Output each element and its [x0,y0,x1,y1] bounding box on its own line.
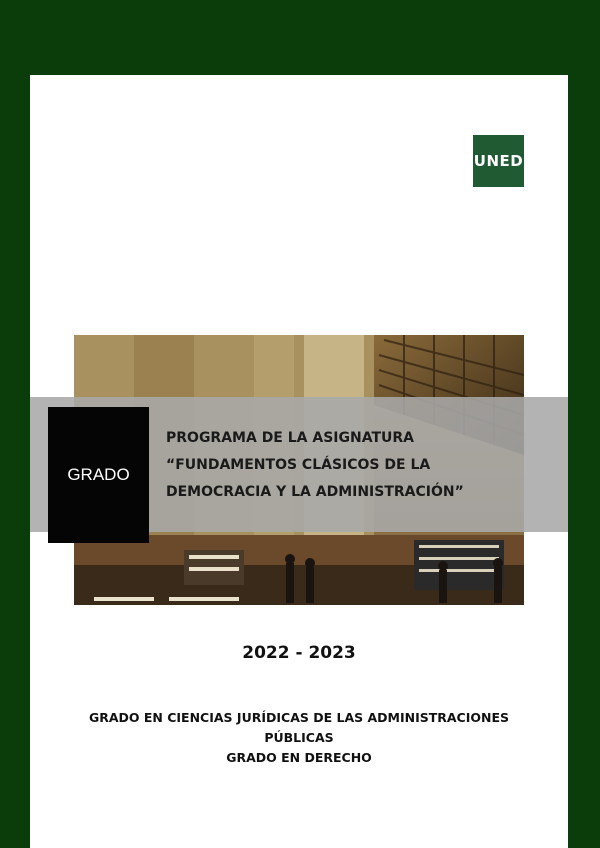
uned-logo [473,135,524,187]
course-title [166,425,526,506]
degree-line-3: GRADO EN DERECHO [226,750,372,765]
badge-label: GRADO [67,465,130,484]
grado-badge [48,407,149,543]
academic-year: 2022 - 2023 [242,643,356,663]
degree-line-1: GRADO EN CIENCIAS JURÍDICAS DE LAS ADMINISTRACIONES [88,710,510,725]
degree-list [30,708,568,768]
title-line-3: DEMOCRACIA Y LA ADMINISTRACIÓN” [166,484,464,500]
cover-page [30,75,568,848]
title-line-1: PROGRAMA DE LA ASIGNATURA [166,430,414,446]
title-line-2: “FUNDAMENTOS CLÁSICOS DE LA [166,457,431,473]
logo-text: UNED [473,152,524,170]
degree-line-2: PÚBLICAS [264,730,334,745]
